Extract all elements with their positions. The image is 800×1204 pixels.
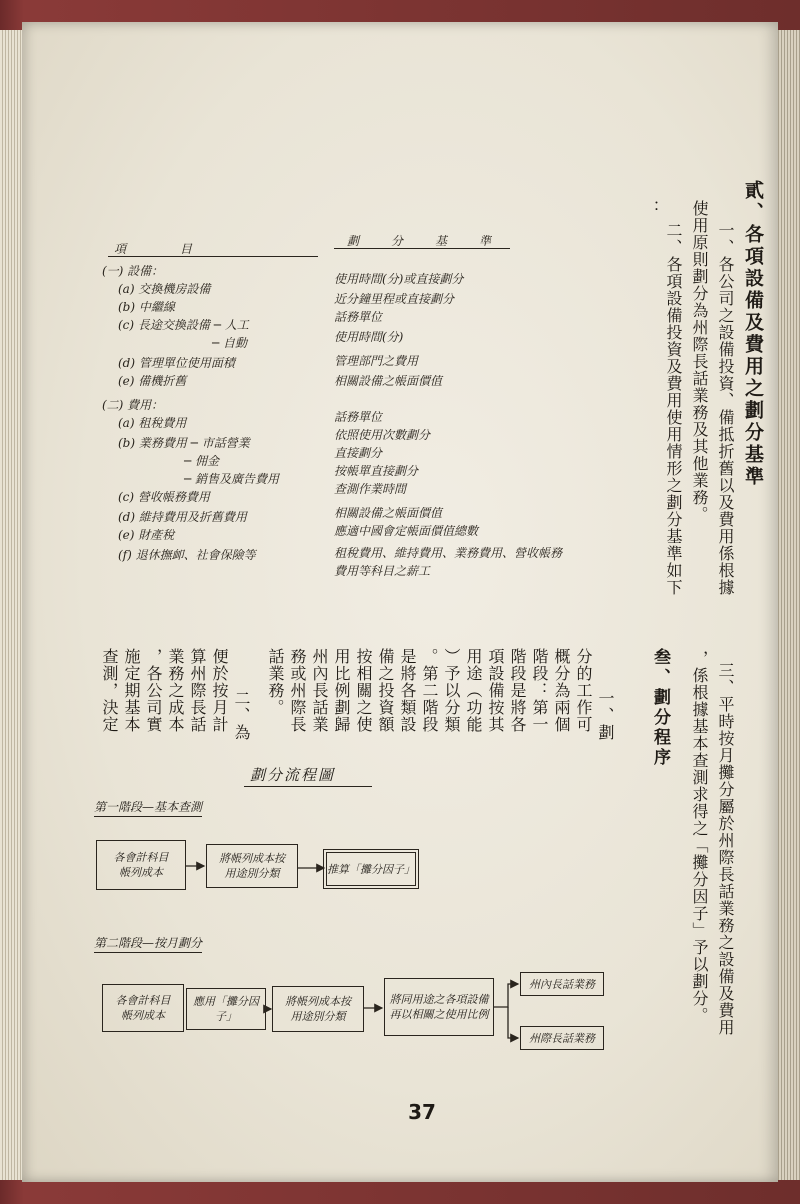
table-item: ─ 自動 <box>212 336 248 350</box>
box-text: 州際長話業務 <box>529 1031 595 1045</box>
procedure-line: 一、劃 <box>596 690 615 741</box>
table-item: (a) 租稅費用 <box>118 416 187 430</box>
section-heading: 貳、各項設備及費用之劃分基準 <box>742 180 764 488</box>
table-basis: 管理部門之費用 <box>334 354 419 368</box>
table-item: ─ 銷售及廣告費用 <box>184 472 280 486</box>
table-item: (d) 管理單位使用面積 <box>118 356 235 370</box>
table-basis: 使用時間(分)或直接劃分 <box>334 272 464 286</box>
arrow <box>494 984 518 1007</box>
section-three-heading: 叁、劃分程序 <box>650 648 670 768</box>
table-header-item: 項 目 <box>114 242 203 256</box>
page-stack-left <box>0 30 22 1180</box>
table-basis: 話務單位 <box>334 310 383 324</box>
procedure-line: 按相關之使 <box>354 648 373 733</box>
procedure-line: 備之投資額 <box>376 648 395 733</box>
procedure-line: 階段是將各 <box>508 648 527 733</box>
table-item: (二) 費用： <box>102 398 164 412</box>
table-basis: 依照使用次數劃分 <box>334 428 431 442</box>
page-stack-right <box>776 30 800 1180</box>
stage2-label: 第二階段—按月劃分 <box>94 934 202 953</box>
paragraph-line: ： <box>642 200 661 217</box>
table-item: (b) 業務費用 ─ 市話營業 <box>118 436 250 450</box>
table-basis: 話務單位 <box>334 410 383 424</box>
box-text: 帳列成本 <box>121 1009 165 1022</box>
box-text: 州內長話業務 <box>529 977 595 991</box>
arrow <box>508 1007 518 1038</box>
table-basis: 近分鐘里程或直接劃分 <box>334 292 455 306</box>
table-item: (e) 財產稅 <box>118 528 175 542</box>
flowchart-arrows <box>22 22 778 1182</box>
paragraph-line: 一、各公司之設備投資、備抵折舊以及費用係根據 <box>716 222 735 596</box>
table-item: (f) 退休撫卹、社會保險等 <box>118 548 256 562</box>
procedure-two-line: 二、為 <box>232 690 251 741</box>
procedure-two-line: 算州際長話 <box>188 648 207 733</box>
procedure-line: 用比例劃歸 <box>332 648 351 733</box>
table-item: (c) 營收帳務費用 <box>118 490 210 504</box>
procedure-line: 分的工作可 <box>574 648 593 733</box>
box-text: 用途別分類 <box>290 1010 346 1023</box>
table-header-basis: 劃 分 基 準 <box>347 234 502 248</box>
box-text: 各會計科目 <box>113 851 169 864</box>
procedure-two-line: 便於按月計 <box>210 648 229 733</box>
box-text: 帳列成本 <box>119 866 163 879</box>
procedure-line: 話業務。 <box>266 648 285 716</box>
procedure-line: 概分為兩個 <box>552 648 571 733</box>
table-basis: 相關設備之帳面價值 <box>334 374 443 388</box>
table-basis: 使用時間(分) <box>334 330 404 344</box>
procedure-two-line: 查測，決定 <box>100 648 119 733</box>
table-basis: 應適中國會定帳面價值總數 <box>334 524 479 538</box>
page-number: 37 <box>408 1100 436 1124</box>
book-page <box>22 22 778 1182</box>
box-text: 再以相關之使用比例 <box>389 1008 489 1021</box>
box-text: 推算「攤分因子」 <box>327 862 415 876</box>
procedure-line: 州內長話業 <box>310 648 329 733</box>
table-item: (b) 中繼線 <box>118 300 175 314</box>
paragraph-line: 二、各項設備投資及費用使用情形之劃分基準如下 <box>664 222 683 596</box>
procedure-line: 用途（功能 <box>464 648 483 733</box>
flowchart-title: 劃分流程圖 <box>250 766 336 784</box>
box-text: 各會計科目 <box>115 994 171 1007</box>
box-text: 將帳列成本按 <box>219 852 285 865</box>
table-basis: 查測作業時間 <box>334 482 407 496</box>
box-text: 將同用途之各項設備 <box>389 993 489 1006</box>
procedure-line: 階段：第一 <box>530 648 549 733</box>
paragraph-line: 使用原則劃分為州際長話業務及其他業務。 <box>690 200 709 523</box>
table-item: (d) 維持費用及折舊費用 <box>118 510 247 524</box>
box-text: 應用「攤分因子」 <box>193 995 259 1023</box>
table-item: (一) 設備： <box>102 264 164 278</box>
table-item: (c) 長途交換設備 ─ 人工 <box>118 318 249 332</box>
table-basis: 租稅費用、維持費用、業務費用、營收帳務 <box>334 546 563 560</box>
box-text: 用途別分類 <box>224 867 280 880</box>
procedure-line: ）予以分類 <box>442 648 461 733</box>
table-item: (a) 交換機房設備 <box>118 282 211 296</box>
procedure-two-line: ，各公司實 <box>144 648 163 733</box>
box-text: 將帳列成本按 <box>285 995 351 1008</box>
procedure-line: 務或州際長 <box>288 648 307 733</box>
table-basis: 按帳單直接劃分 <box>334 464 419 478</box>
table-item: ─ 佣金 <box>184 454 220 468</box>
item-three-line: ，係根據基本查測求得之「攤分因子」予以劃分。 <box>690 650 709 1024</box>
procedure-two-line: 施定期基本 <box>122 648 141 733</box>
procedure-line: 。第二階段 <box>420 648 439 733</box>
procedure-line: 是將各類設 <box>398 648 417 733</box>
table-basis: 費用等科目之薪工 <box>334 564 431 578</box>
stage1-label: 第一階段—基本查測 <box>94 798 202 817</box>
table-item: (e) 備機折舊 <box>118 374 187 388</box>
item-three-line: 三、平時按月攤分屬於州際長話業務之設備及費用 <box>716 662 735 1036</box>
procedure-line: 項設備按其 <box>486 648 505 733</box>
procedure-two-line: 業務之成本 <box>166 648 185 733</box>
table-basis: 直接劃分 <box>334 446 383 460</box>
table-basis: 相關設備之帳面價值 <box>334 506 443 520</box>
